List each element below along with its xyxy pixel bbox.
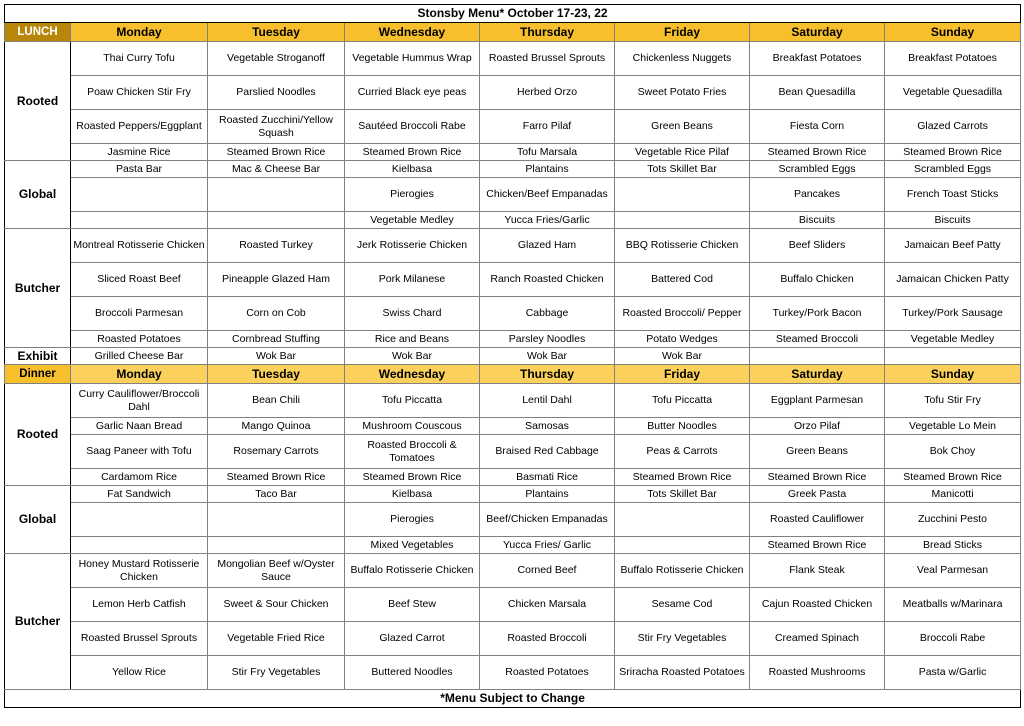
menu-row	[5, 537, 1021, 554]
menu-item: Pork Milanese	[345, 263, 480, 297]
menu-item: Roasted Broccoli/ Pepper	[615, 297, 750, 331]
station-label: Global	[5, 161, 71, 229]
menu-item: Tots Skillet Bar	[615, 486, 750, 503]
menu-item: Vegetable Stroganoff	[208, 42, 345, 76]
menu-item: Buffalo Rotisserie Chicken	[615, 554, 750, 588]
meal-header-row	[5, 365, 1021, 384]
menu-item	[208, 537, 345, 554]
day-header: Monday	[71, 23, 208, 42]
menu-item: Butter Noodles	[615, 418, 750, 435]
menu-item	[208, 212, 345, 229]
menu-item: Garlic Naan Bread	[71, 418, 208, 435]
menu-item: Bok Choy	[885, 435, 1021, 469]
menu-item: Greek Pasta	[750, 486, 885, 503]
menu-item: Tofu Stir Fry	[885, 384, 1021, 418]
menu-row	[5, 503, 1021, 537]
menu-item: Vegetable Medley	[345, 212, 480, 229]
menu-item: Biscuits	[885, 212, 1021, 229]
station-label: Butcher	[5, 554, 71, 690]
menu-item: Lentil Dahl	[480, 384, 615, 418]
menu-item: Mushroom Couscous	[345, 418, 480, 435]
menu-item: Broccoli Parmesan	[71, 297, 208, 331]
menu-title: Stonsby Menu* October 17-23, 22	[5, 5, 1021, 23]
menu-item: Grilled Cheese Bar	[71, 348, 208, 365]
menu-row	[5, 331, 1021, 348]
menu-item: Jerk Rotisserie Chicken	[345, 229, 480, 263]
meal-label: LUNCH	[5, 23, 71, 42]
menu-item: Roasted Turkey	[208, 229, 345, 263]
menu-item: Sesame Cod	[615, 588, 750, 622]
menu-row	[5, 486, 1021, 503]
menu-item: Fiesta Corn	[750, 110, 885, 144]
menu-item: French Toast Sticks	[885, 178, 1021, 212]
station-label: Rooted	[5, 384, 71, 486]
menu-item: Plantains	[480, 486, 615, 503]
menu-item: Beef Stew	[345, 588, 480, 622]
menu-item: Kielbasa	[345, 161, 480, 178]
menu-item: Steamed Brown Rice	[750, 144, 885, 161]
meal-header-row	[5, 23, 1021, 42]
menu-item: Potato Wedges	[615, 331, 750, 348]
menu-item	[615, 212, 750, 229]
menu-table	[4, 4, 1021, 708]
menu-row	[5, 588, 1021, 622]
menu-item: Taco Bar	[208, 486, 345, 503]
menu-item: Corn on Cob	[208, 297, 345, 331]
menu-item: Beef Sliders	[750, 229, 885, 263]
menu-item: Roasted Zucchini/Yellow Squash	[208, 110, 345, 144]
menu-item: Roasted Brussel Sprouts	[71, 622, 208, 656]
menu-item: Glazed Carrots	[885, 110, 1021, 144]
menu-item: Pasta w/Garlic	[885, 656, 1021, 690]
menu-item: Breakfast Potatoes	[885, 42, 1021, 76]
menu-item: Glazed Ham	[480, 229, 615, 263]
day-header: Friday	[615, 365, 750, 384]
menu-item: Ranch Roasted Chicken	[480, 263, 615, 297]
menu-item: Corned Beef	[480, 554, 615, 588]
menu-item: Buttered Noodles	[345, 656, 480, 690]
menu-item: Chicken Marsala	[480, 588, 615, 622]
menu-item: Jamaican Beef Patty	[885, 229, 1021, 263]
menu-item: Sautéed Broccoli Rabe	[345, 110, 480, 144]
menu-row	[5, 161, 1021, 178]
menu-item: Pierogies	[345, 503, 480, 537]
menu-item: Mixed Vegetables	[345, 537, 480, 554]
menu-item: Saag Paneer with Tofu	[71, 435, 208, 469]
menu-item: Orzo Pilaf	[750, 418, 885, 435]
menu-item: Vegetable Lo Mein	[885, 418, 1021, 435]
menu-row	[5, 554, 1021, 588]
menu-item: Samosas	[480, 418, 615, 435]
menu-item: Tofu Marsala	[480, 144, 615, 161]
menu-footer-note: *Menu Subject to Change	[5, 690, 1021, 708]
menu-item: Jamaican Chicken Patty	[885, 263, 1021, 297]
menu-row	[5, 144, 1021, 161]
menu-item	[885, 348, 1021, 365]
menu-item: Honey Mustard Rotisserie Chicken	[71, 554, 208, 588]
menu-item: Steamed Brown Rice	[885, 144, 1021, 161]
menu-row	[5, 229, 1021, 263]
menu-item: Plantains	[480, 161, 615, 178]
menu-item: Tots Skillet Bar	[615, 161, 750, 178]
menu-item: Cabbage	[480, 297, 615, 331]
menu-item: Pineapple Glazed Ham	[208, 263, 345, 297]
menu-item: Wok Bar	[480, 348, 615, 365]
menu-item: Meatballs w/Marinara	[885, 588, 1021, 622]
day-header: Thursday	[480, 23, 615, 42]
menu-item: Bread Sticks	[885, 537, 1021, 554]
menu-item: Fat Sandwich	[71, 486, 208, 503]
menu-item: Steamed Brown Rice	[208, 144, 345, 161]
menu-item: Beef/Chicken Empanadas	[480, 503, 615, 537]
menu-item	[208, 503, 345, 537]
menu-item: Breakfast Potatoes	[750, 42, 885, 76]
menu-item: Roasted Potatoes	[71, 331, 208, 348]
menu-item: Wok Bar	[615, 348, 750, 365]
menu-item: Sweet & Sour Chicken	[208, 588, 345, 622]
menu-item: BBQ Rotisserie Chicken	[615, 229, 750, 263]
menu-item: Steamed Brown Rice	[208, 469, 345, 486]
menu-row	[5, 469, 1021, 486]
menu-item: Roasted Broccoli	[480, 622, 615, 656]
menu-item: Parsley Noodles	[480, 331, 615, 348]
station-label: Rooted	[5, 42, 71, 161]
menu-item: Curry Cauliflower/Broccoli Dahl	[71, 384, 208, 418]
menu-item: Chicken/Beef Empanadas	[480, 178, 615, 212]
menu-item: Chickenless Nuggets	[615, 42, 750, 76]
station-label: Butcher	[5, 229, 71, 348]
menu-item: Yucca Fries/Garlic	[480, 212, 615, 229]
menu-row	[5, 76, 1021, 110]
day-header: Sunday	[885, 23, 1021, 42]
meal-label: Dinner	[5, 365, 71, 384]
day-header: Monday	[71, 365, 208, 384]
menu-item: Broccoli Rabe	[885, 622, 1021, 656]
station-label: Exhibit	[5, 348, 71, 365]
menu-item: Mongolian Beef w/Oyster Sauce	[208, 554, 345, 588]
menu-item: Sliced Roast Beef	[71, 263, 208, 297]
menu-item: Wok Bar	[208, 348, 345, 365]
menu-item: Steamed Brown Rice	[345, 144, 480, 161]
day-header: Thursday	[480, 365, 615, 384]
station-label: Global	[5, 486, 71, 554]
menu-item: Pasta Bar	[71, 161, 208, 178]
menu-item: Roasted Peppers/Eggplant	[71, 110, 208, 144]
menu-item: Battered Cod	[615, 263, 750, 297]
menu-item: Cajun Roasted Chicken	[750, 588, 885, 622]
menu-row	[5, 212, 1021, 229]
menu-item: Vegetable Fried Rice	[208, 622, 345, 656]
menu-item: Pierogies	[345, 178, 480, 212]
menu-item	[615, 178, 750, 212]
menu-row	[5, 42, 1021, 76]
menu-item	[615, 537, 750, 554]
menu-item: Roasted Brussel Sprouts	[480, 42, 615, 76]
menu-item: Montreal Rotisserie Chicken	[71, 229, 208, 263]
menu-item: Farro Pilaf	[480, 110, 615, 144]
day-header: Tuesday	[208, 365, 345, 384]
menu-item: Biscuits	[750, 212, 885, 229]
menu-item: Steamed Brown Rice	[885, 469, 1021, 486]
menu-item: Steamed Broccoli	[750, 331, 885, 348]
menu-item: Wok Bar	[345, 348, 480, 365]
menu-item: Roasted Broccoli & Tomatoes	[345, 435, 480, 469]
menu-item: Bean Quesadilla	[750, 76, 885, 110]
menu-item: Herbed Orzo	[480, 76, 615, 110]
day-header: Saturday	[750, 365, 885, 384]
menu-item: Basmati Rice	[480, 469, 615, 486]
menu-item: Buffalo Chicken	[750, 263, 885, 297]
menu-item: Vegetable Rice Pilaf	[615, 144, 750, 161]
menu-item: Manicotti	[885, 486, 1021, 503]
menu-item: Vegetable Medley	[885, 331, 1021, 348]
menu-item: Stir Fry Vegetables	[615, 622, 750, 656]
menu-item: Vegetable Quesadilla	[885, 76, 1021, 110]
menu-item: Cardamom Rice	[71, 469, 208, 486]
day-header: Friday	[615, 23, 750, 42]
menu-item: Peas & Carrots	[615, 435, 750, 469]
menu-item: Roasted Cauliflower	[750, 503, 885, 537]
menu-item: Steamed Brown Rice	[750, 469, 885, 486]
menu-item	[615, 503, 750, 537]
menu-item: Braised Red Cabbage	[480, 435, 615, 469]
menu-item: Jasmine Rice	[71, 144, 208, 161]
menu-item: Steamed Brown Rice	[345, 469, 480, 486]
menu-item: Turkey/Pork Bacon	[750, 297, 885, 331]
menu-item: Bean Chili	[208, 384, 345, 418]
menu-item: Green Beans	[750, 435, 885, 469]
menu-item: Thai Curry Tofu	[71, 42, 208, 76]
menu-row	[5, 263, 1021, 297]
day-header: Tuesday	[208, 23, 345, 42]
menu-item: Tofu Piccatta	[615, 384, 750, 418]
menu-item: Steamed Brown Rice	[750, 537, 885, 554]
menu-item	[208, 178, 345, 212]
day-header: Wednesday	[345, 23, 480, 42]
day-header: Saturday	[750, 23, 885, 42]
menu-item: Swiss Chard	[345, 297, 480, 331]
menu-item: Lemon Herb Catfish	[71, 588, 208, 622]
menu-item: Sweet Potato Fries	[615, 76, 750, 110]
menu-item: Roasted Potatoes	[480, 656, 615, 690]
menu-item: Turkey/Pork Sausage	[885, 297, 1021, 331]
menu-item: Zucchini Pesto	[885, 503, 1021, 537]
menu-item: Rosemary Carrots	[208, 435, 345, 469]
menu-item: Curried Black eye peas	[345, 76, 480, 110]
menu-item: Green Beans	[615, 110, 750, 144]
menu-row	[5, 435, 1021, 469]
menu-item: Mango Quinoa	[208, 418, 345, 435]
menu-row	[5, 384, 1021, 418]
menu-item	[71, 178, 208, 212]
menu-row	[5, 348, 1021, 365]
menu-item: Flank Steak	[750, 554, 885, 588]
menu-item	[71, 537, 208, 554]
menu-row	[5, 110, 1021, 144]
menu-item: Yellow Rice	[71, 656, 208, 690]
menu-item: Sriracha Roasted Potatoes	[615, 656, 750, 690]
menu-item: Veal Parmesan	[885, 554, 1021, 588]
menu-item	[71, 212, 208, 229]
menu-row	[5, 297, 1021, 331]
day-header: Sunday	[885, 365, 1021, 384]
menu-row	[5, 622, 1021, 656]
menu-item: Cornbread Stuffing	[208, 331, 345, 348]
menu-item: Mac & Cheese Bar	[208, 161, 345, 178]
menu-item: Creamed Spinach	[750, 622, 885, 656]
menu-row	[5, 656, 1021, 690]
menu-item: Glazed Carrot	[345, 622, 480, 656]
menu-item: Scrambled Eggs	[750, 161, 885, 178]
menu-row	[5, 178, 1021, 212]
menu-item: Pancakes	[750, 178, 885, 212]
menu-item: Stir Fry Vegetables	[208, 656, 345, 690]
menu-item	[750, 348, 885, 365]
menu-item: Buffalo Rotisserie Chicken	[345, 554, 480, 588]
menu-item: Steamed Brown Rice	[615, 469, 750, 486]
menu-item: Yucca Fries/ Garlic	[480, 537, 615, 554]
menu-item: Eggplant Parmesan	[750, 384, 885, 418]
menu-item: Roasted Mushrooms	[750, 656, 885, 690]
menu-item	[71, 503, 208, 537]
menu-item: Kielbasa	[345, 486, 480, 503]
menu-item: Scrambled Eggs	[885, 161, 1021, 178]
day-header: Wednesday	[345, 365, 480, 384]
menu-item: Rice and Beans	[345, 331, 480, 348]
menu-item: Vegetable Hummus Wrap	[345, 42, 480, 76]
menu-item: Parslied Noodles	[208, 76, 345, 110]
menu-item: Tofu Piccatta	[345, 384, 480, 418]
menu-item: Poaw Chicken Stir Fry	[71, 76, 208, 110]
menu-row	[5, 418, 1021, 435]
